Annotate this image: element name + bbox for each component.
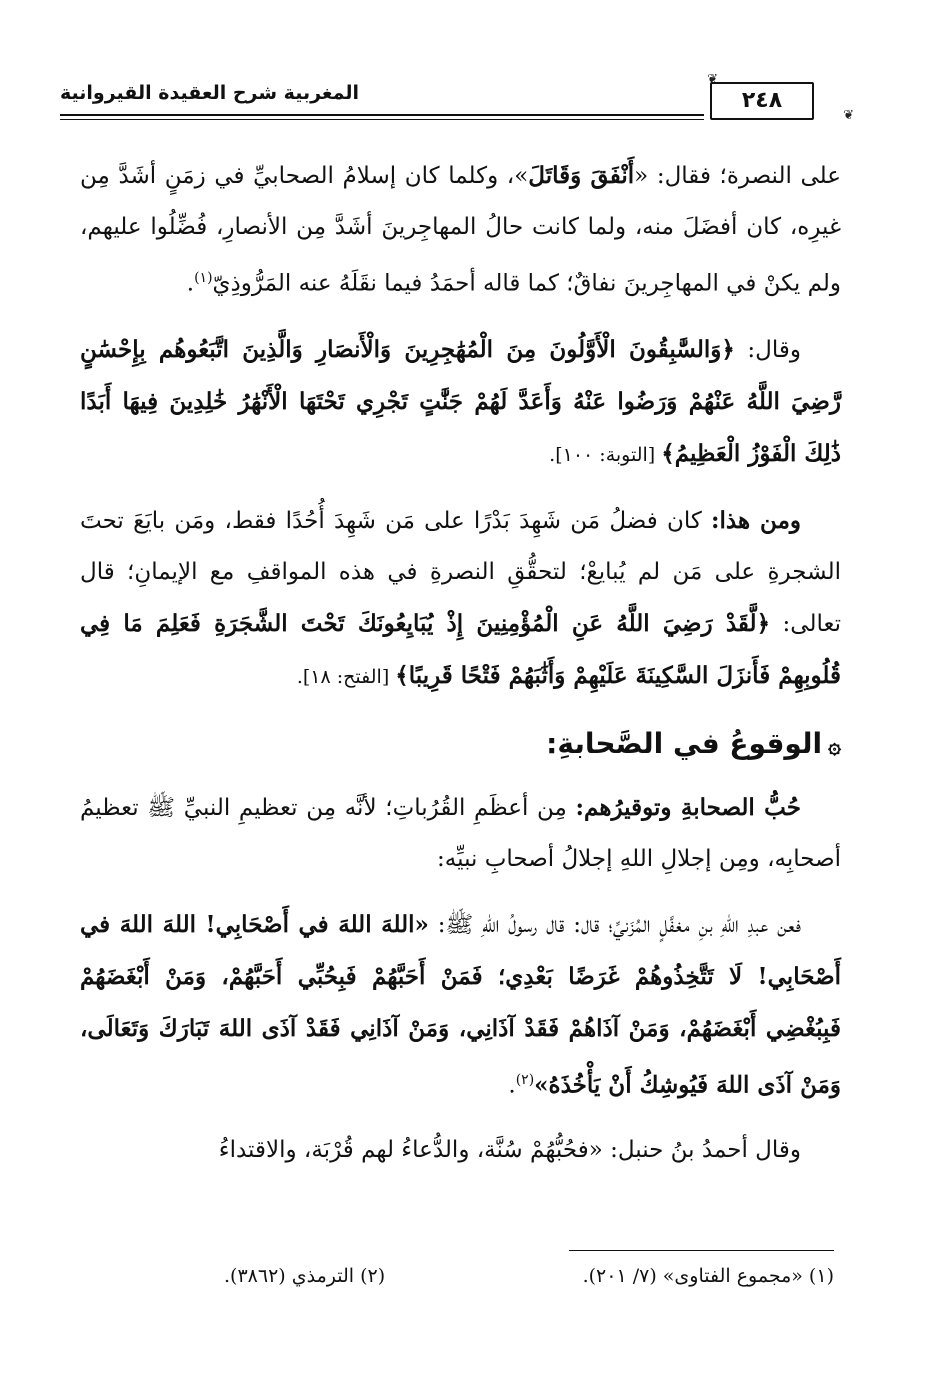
footnote-2: (٢) الترمذي (٣٨٦٢). bbox=[224, 1265, 386, 1287]
verse-source: [الفتح: ١٨]. bbox=[296, 665, 396, 688]
page-body bbox=[80, 150, 841, 1176]
lead-phrase: حُبُّ الصحابةِ وتوقيرُهم: bbox=[575, 793, 801, 821]
text-span: »، وكلما كان إسلامُ الصحابيِّ في زمَنٍ أشَدَّ مِن غيرِه، كان أفضَلَ منه، ولما كانت حالُ المهاجِرينَ أشَدَّ مِن الأنصارِ، فُضِّلُوا عليهم، ولم يكنْ في المهاجِرينَ نفاقٌ؛ كما قاله أحمَدُ فيما نقَلَهُ عنه المَرُّوذِيّ bbox=[80, 163, 841, 297]
quran-verse: ﴿لَّقَدْ رَضِيَ اللَّهُ عَنِ الْمُؤْمِنِينَ إِذْ يُبَايِعُونَكَ تَحْتَ الشَّجَرَةِ فَعَلِمَ مَا فِي قُلُوبِهِمْ فَأَنزَلَ السَّكِينَةَ عَلَيْهِمْ وَأَثَٰبَهُمْ فَتْحًا قَرِيبًا﴾ bbox=[80, 609, 841, 689]
page-header bbox=[60, 68, 854, 128]
book-title: المغربية شرح العقيدة القيروانية bbox=[60, 82, 360, 104]
footnotes bbox=[80, 1250, 834, 1287]
paragraph-2 bbox=[80, 324, 841, 481]
paragraph-5 bbox=[80, 899, 841, 1112]
text-span: وقال أحمدُ بنُ حنبل: «فحُبُّهُمْ سُنَّة، والدُّعاءُ لهم قُرْبَة، والاقتداءُ bbox=[218, 1137, 801, 1164]
bullet-icon: ۞ bbox=[828, 733, 841, 759]
text-span: على النصرة؛ فقال: « bbox=[634, 163, 842, 189]
quote-span: أَنْفَقَ وَقَاتَلَ bbox=[528, 162, 635, 189]
page-number: ٢٤٨ bbox=[710, 82, 814, 120]
paragraph-6 bbox=[80, 1125, 841, 1176]
hadith-text: «اللهَ اللهَ في أَصْحَابِي! اللهَ اللهَ في أَصْحَابِي! لَا تَتَّخِذُوهُمْ غَرَضًا بَعْدِي؛ فَمَنْ أَحَبَّهُمْ فَبِحُبِّي أَحَبَّهُمْ، وَمَنْ أَبْغَضَهُمْ فَبِبُغْضِي أَبْغَضَهُمْ، وَمَنْ آذَاهُمْ فَقَدْ آذَانِي، وَمَنْ آذَانِي فَقَدْ آذَى اللهَ تَبَارَكَ وَتَعَالَى، وَمَنْ آذَى اللهَ فَيُوشِكُ أَنْ يَأْخُذَهُ» bbox=[80, 910, 841, 1099]
footnote-ref: (٢) bbox=[515, 1071, 535, 1088]
heading-text: الوقوعُ في الصَّحابةِ: bbox=[546, 726, 823, 760]
section-heading bbox=[80, 717, 841, 774]
ornament-icon: ❦ bbox=[843, 108, 854, 123]
ornament-icon: ❦ bbox=[707, 72, 718, 87]
quran-verse: ﴿وَالسَّٰبِقُونَ الْأَوَّلُونَ مِنَ الْمُهَٰجِرِينَ وَالْأَنصَارِ وَالَّذِينَ اتَّبَعُوهُم بِإِحْسَٰنٍ رَّضِيَ اللَّهُ عَنْهُمْ وَرَضُوا عَنْهُ وَأَعَدَّ لَهُمْ جَنَّٰتٍ تَجْرِي تَحْتَهَا الْأَنْهَٰرُ خَٰلِدِينَ فِيهَا أَبَدًا ذَٰلِكَ الْفَوْزُ الْعَظِيمُ﴾ bbox=[80, 335, 841, 467]
footnote-1: (١) «مجموع الفتاوى» (٧/ ٢٠١). bbox=[582, 1265, 834, 1287]
header-rule bbox=[60, 114, 704, 116]
paragraph-3 bbox=[80, 495, 841, 703]
text-span: . bbox=[186, 270, 195, 297]
text-span: وقال: bbox=[734, 336, 801, 363]
verse-source: [التوبة: ١٠٠]. bbox=[549, 443, 662, 466]
lead-phrase: ومن هذا: bbox=[711, 506, 801, 534]
footnote-row bbox=[224, 1265, 834, 1287]
text-span: مِن أعظَمِ القُرُباتِ؛ لأنَّه مِن تعظيمِ النبيِّ ﷺ تعظيمُ أصحابِه، ومِن إجلالِ اللهِ إجلالُ أصحابِ نبيِّه: bbox=[80, 794, 841, 872]
text-span: كان فضلُ مَن شَهِدَ بَدْرًا على مَن شَهِدَ أُحُدًا فقط، ومَن بايَعَ تحتَ الشجرةِ على مَن لم يُبايعْ؛ لتحقُّقِ النصرةِ في هذه المواقفِ مع الإيمانِ؛ قال تعالى: bbox=[80, 507, 841, 637]
paragraph-4 bbox=[80, 782, 841, 885]
footnote-rule bbox=[569, 1250, 834, 1251]
footnote-ref: (١) bbox=[194, 270, 213, 286]
text-span: فعن عبدِ اللهِ بنِ مغفَّلٍ المُزَنيِّ؛ قال: قال رسولُ اللهِ ﷺ: bbox=[428, 911, 801, 938]
paragraph-1 bbox=[80, 150, 841, 310]
text-span: . bbox=[508, 1072, 516, 1099]
